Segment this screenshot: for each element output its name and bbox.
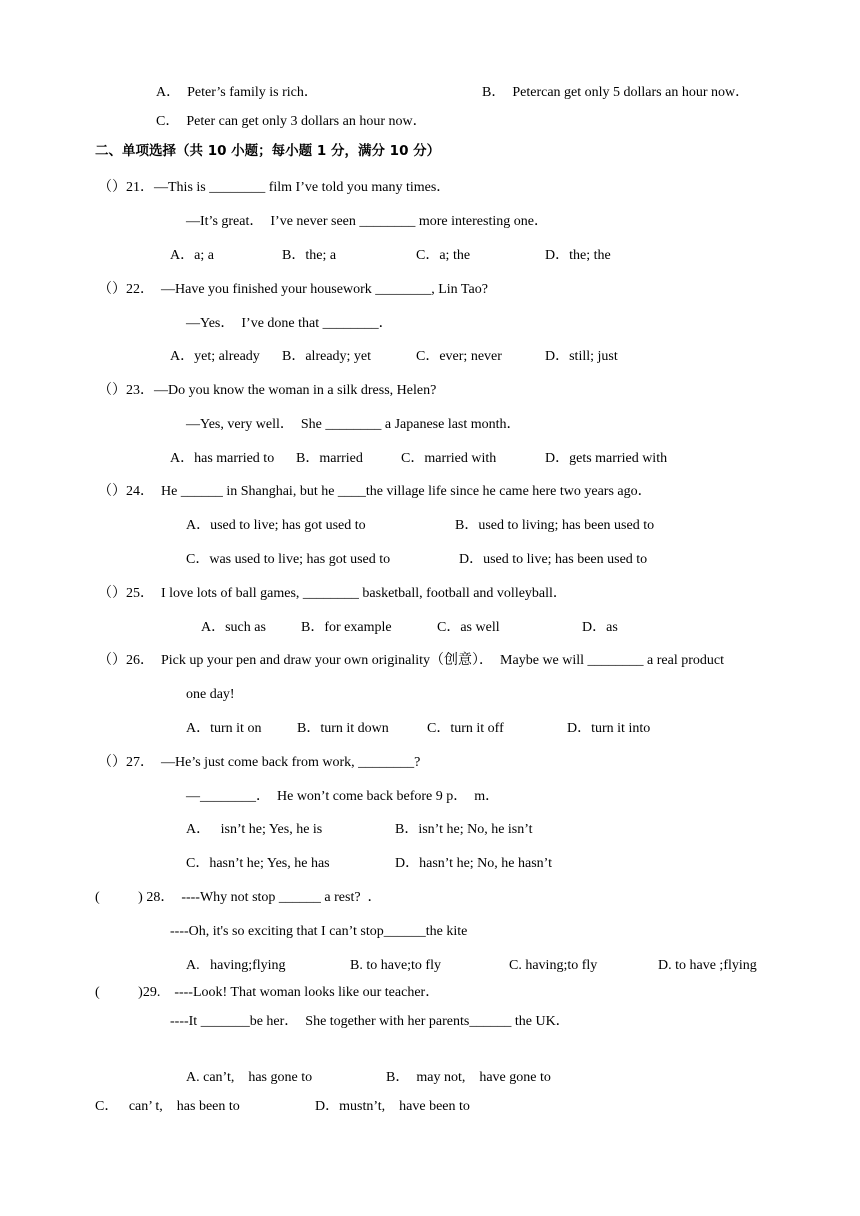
question-24-option-c: C．was used to live; has got used to bbox=[186, 552, 391, 567]
question-23-option-b: B．married bbox=[296, 451, 363, 466]
question-25-stem: （）25． I love lots of ball games, ________ basketball, football and volleyball． bbox=[98, 586, 567, 601]
question-28-option-b: B. to have;to fly bbox=[350, 958, 441, 973]
question-27-option-b: B．isn’t he; No, he isn’t bbox=[395, 822, 533, 837]
question-22-option-b: B．already; yet bbox=[282, 349, 372, 364]
question-29-option-d: D．mustn’t, have been to bbox=[315, 1099, 470, 1114]
question-26-option-a: A．turn it on bbox=[186, 721, 262, 736]
question-25-option-c: C．as well bbox=[437, 620, 500, 635]
question-23-stem: （）23．—Do you know the woman in a silk dress, Helen? bbox=[98, 383, 437, 398]
question-21-stem: （）21．—This is ________ film I’ve told you many times． bbox=[98, 180, 451, 195]
question-26-option-c: C．turn it off bbox=[427, 721, 504, 736]
question-28-option-c: C. having;to fly bbox=[509, 958, 598, 973]
question-29-option-c: C． can’ t, has been to bbox=[95, 1099, 240, 1114]
question-28-option-d: D. to have ;flying bbox=[658, 958, 757, 973]
question-24-option-d: D．used to live; has been used to bbox=[459, 552, 648, 567]
question-28-option-a: A. having;flying bbox=[186, 958, 286, 973]
question-26-option-b: B．turn it down bbox=[297, 721, 389, 736]
question-27-option-d: D．hasn’t he; No, he hasn’t bbox=[395, 856, 552, 871]
question-28-stem: ( ) 28． ----Why not stop ______ a rest? ． bbox=[95, 890, 382, 905]
question-26-option-d: D．turn it into bbox=[567, 721, 651, 736]
question-25-option-d: D．as bbox=[582, 620, 618, 635]
question-24-stem: （）24． He ______ in Shanghai, but he ____the village life since he came here two years ago． bbox=[98, 484, 652, 499]
question-21-option-a: A．a; a bbox=[170, 248, 214, 263]
question-22-option-a: A．yet; already bbox=[170, 349, 260, 364]
question-26-stem-continued: one day! bbox=[186, 687, 235, 702]
question-22-option-d: D．still; just bbox=[545, 349, 618, 364]
question-29-option-b: B． may not, have gone to bbox=[386, 1070, 551, 1085]
question-25-option-a: A．such as bbox=[201, 620, 266, 635]
question-23-reply: —Yes, very well． She ________ a Japanese last month． bbox=[186, 417, 521, 432]
prev-option-c: C． Peter can get only 3 dollars an hour now． bbox=[156, 114, 427, 129]
question-22-reply: —Yes． I’ve done that ________． bbox=[186, 316, 393, 331]
question-27-reply: —________． He won’t come back before 9 p． m． bbox=[186, 789, 500, 804]
question-27-option-c: C．hasn’t he; Yes, he has bbox=[186, 856, 330, 871]
question-29-stem: ( )29. ----Look! That woman looks like our teacher． bbox=[95, 985, 440, 1000]
question-21-option-b: B．the; a bbox=[282, 248, 337, 263]
question-26-stem: （）26． Pick up your pen and draw your own originality（创意）． Maybe we will ________ a real product bbox=[98, 653, 725, 668]
question-28-reply: ----Oh, it's so exciting that I can’t stop______the kite bbox=[170, 924, 468, 939]
question-21-reply: —It’s great． I’ve never seen ________ more interesting one． bbox=[186, 214, 548, 229]
question-25-option-b: B．for example bbox=[301, 620, 392, 635]
question-24-option-b: B．used to living; has been used to bbox=[455, 518, 655, 533]
prev-option-b: B． Petercan get only 5 dollars an hour now． bbox=[482, 85, 750, 100]
question-21-option-c: C．a; the bbox=[416, 248, 471, 263]
question-29-reply: ----It _______be her． She together with her parents______ the UK． bbox=[170, 1014, 570, 1029]
question-29-option-a: A. can’t, has gone to bbox=[186, 1070, 313, 1085]
question-22-stem: （）22． —Have you finished your housework ________, Lin Tao? bbox=[98, 282, 488, 297]
question-24-option-a: A．used to live; has got used to bbox=[186, 518, 366, 533]
question-27-stem: （）27． —He’s just come back from work, ________? bbox=[98, 755, 421, 770]
question-27-option-a: A． isn’t he; Yes, he is bbox=[186, 822, 323, 837]
prev-option-a: A． Peter’s family is rich． bbox=[156, 85, 318, 100]
question-22-option-c: C．ever; never bbox=[416, 349, 502, 364]
question-23-option-a: A．has married to bbox=[170, 451, 275, 466]
question-23-option-c: C．married with bbox=[401, 451, 497, 466]
section-heading: 二、单项选择（共 10 小题；每小题 1 分，满分 10 分） bbox=[95, 143, 441, 159]
question-23-option-d: D．gets married with bbox=[545, 451, 668, 466]
question-21-option-d: D．the; the bbox=[545, 248, 611, 263]
